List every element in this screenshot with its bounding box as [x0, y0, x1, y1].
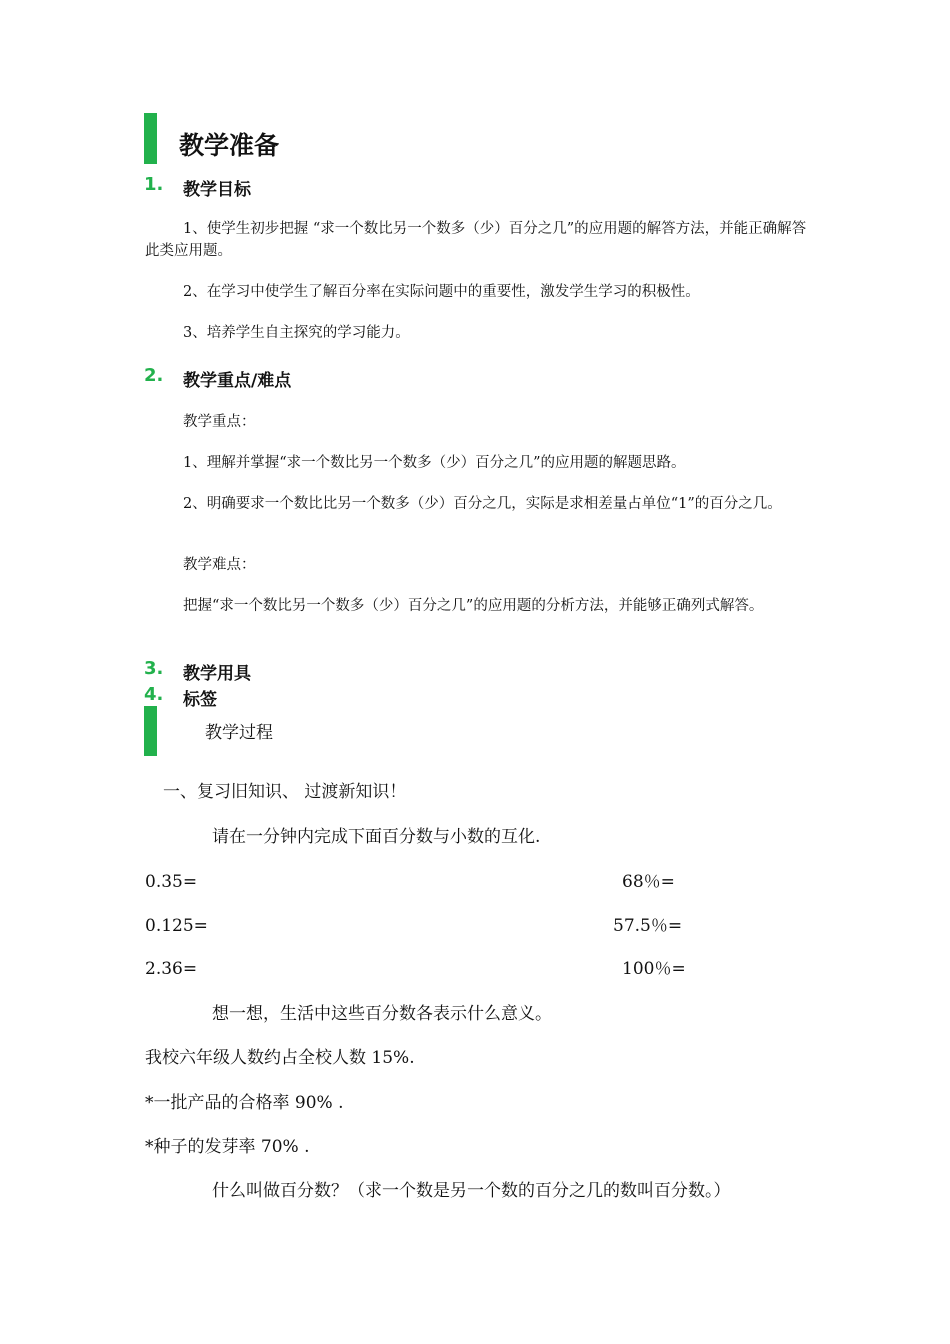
key-points-label: 教学重点：: [183, 414, 256, 430]
difficulty-label: 教学难点：: [183, 557, 256, 573]
process-title: 教学过程: [205, 723, 273, 743]
conversion-right-1: 68％=: [622, 872, 675, 892]
item-label-key-difficulty: 教学重点/难点: [183, 371, 292, 391]
item-number-2: 2.: [144, 365, 164, 386]
example-2: *一批产品的合格率 90% .: [145, 1093, 344, 1113]
objective-3: 3、培养学生自主探究的学习能力。: [183, 325, 410, 341]
item-label-objectives: 教学目标: [183, 180, 251, 200]
item-number-3: 3.: [144, 658, 164, 679]
conversion-instruction: 请在一分钟内完成下面百分数与小数的互化.: [212, 827, 541, 847]
conversion-right-3: 100％=: [622, 959, 686, 979]
objective-1: 1、使学生初步把握 “求一个数比另一个数多（少）百分之几”的应用题的解答方法，并能正确解答此类应用题。: [145, 221, 807, 259]
item-label-tags: 标签: [183, 690, 217, 710]
example-1: 我校六年级人数约占全校人数 15%.: [145, 1048, 415, 1068]
difficulty-text: 把握“求一个数比另一个数多（少）百分之几”的应用题的分析方法，并能够正确列式解答。: [183, 598, 764, 614]
key-point-1: 1、理解并掌握“求一个数比另一个数多（少）百分之几”的应用题的解题思路。: [183, 455, 686, 471]
conversion-right-2: 57.5％=: [613, 916, 683, 936]
process-accent-bar: [144, 706, 157, 756]
example-3: *种子的发芽率 70% .: [145, 1137, 310, 1157]
question: 什么叫做百分数？（求一个数是另一个数的百分之几的数叫百分数。）: [212, 1181, 731, 1201]
conversion-left-1: 0.35=: [145, 872, 198, 892]
think-prompt: 想一想，生活中这些百分数各表示什么意义。: [212, 1004, 552, 1024]
step1-title: 一、复习旧知识、 过渡新知识！: [163, 782, 407, 802]
item-number-4: 4.: [144, 684, 164, 705]
item-number-1: 1.: [144, 174, 164, 195]
key-point-2: 2、明确要求一个数比比另一个数多（少）百分之几，实际是求相差量占单位“1”的百分之几。: [183, 496, 782, 512]
conversion-left-2: 0.125=: [145, 916, 208, 936]
conversion-left-3: 2.36=: [145, 959, 198, 979]
section-accent-bar: [144, 113, 157, 164]
objective-2: 2、在学习中使学生了解百分率在实际问题中的重要性，激发学生学习的积极性。: [183, 284, 700, 300]
section-title: 教学准备: [179, 131, 280, 160]
item-label-tools: 教学用具: [183, 664, 251, 684]
